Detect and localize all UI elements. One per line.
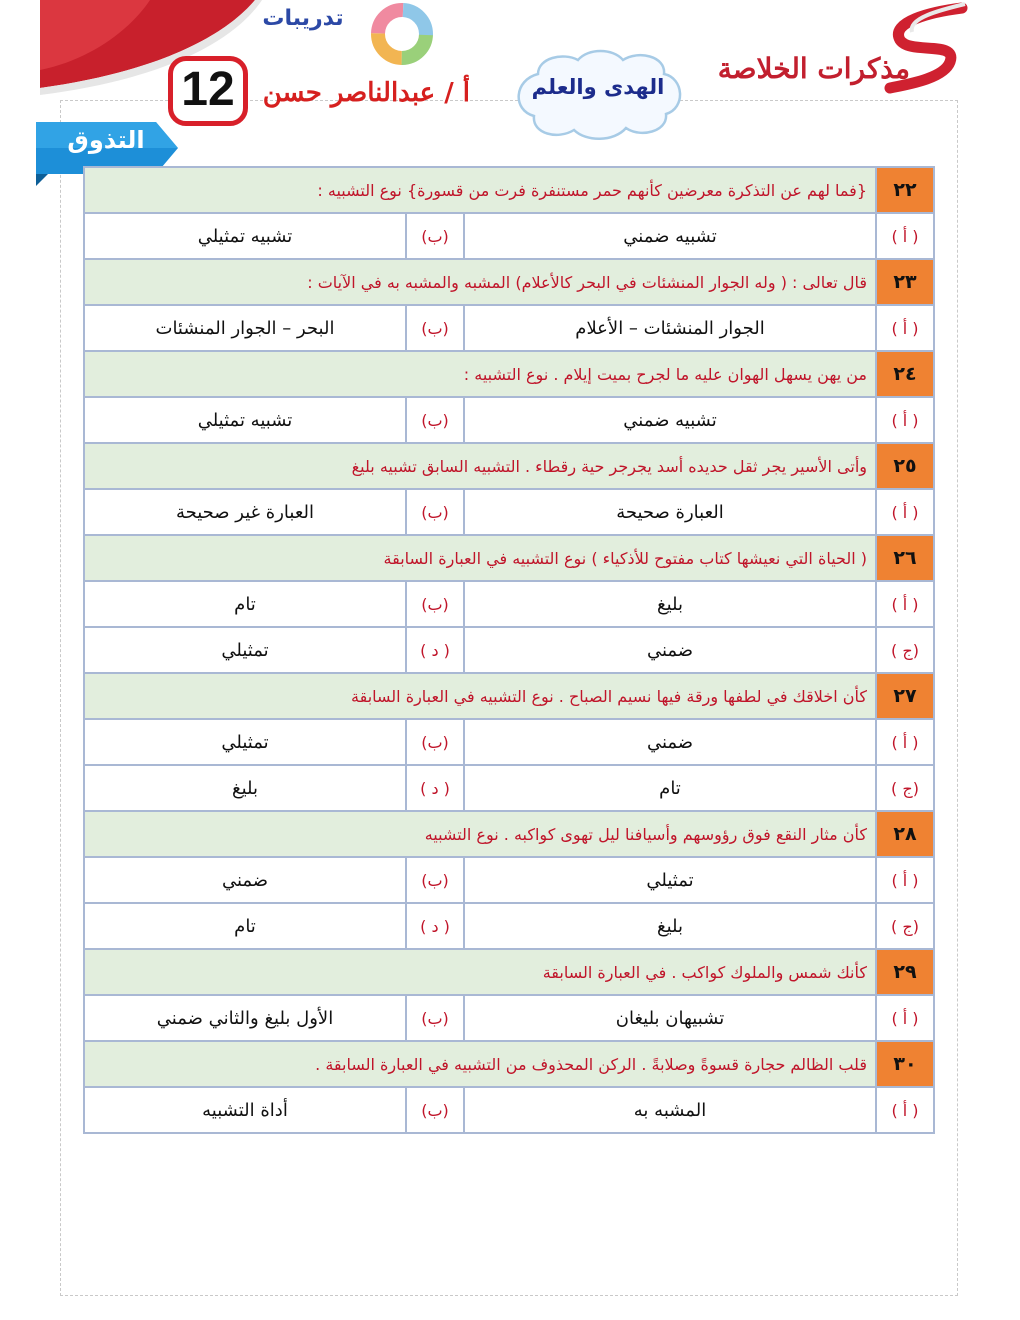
unit-number-badge: 12 xyxy=(168,56,248,126)
level-label: التذوق xyxy=(67,126,145,154)
question-number: ٢٨ xyxy=(876,811,934,857)
question-text: قال تعالى : ( وله الجوار المنشئات في البحر كالأعلام) المشبه والمشبه به في الآيات : xyxy=(84,259,876,305)
question-text: كأنك شمس والملوك كواكب . في العبارة السابقة xyxy=(84,949,876,995)
option-text: العبارة غير صحيحة xyxy=(84,489,406,535)
question-number: ٢٧ xyxy=(876,673,934,719)
question-row xyxy=(84,949,934,995)
option-letter: ( أ ) xyxy=(876,719,934,765)
question-row xyxy=(84,443,934,489)
option-letter: (ج ) xyxy=(876,765,934,811)
options-row xyxy=(84,489,934,535)
question-text: قلب الظالم حجارة قسوةً وصلابةً . الركن المحذوف من التشبيه في العبارة السابقة . xyxy=(84,1041,876,1087)
options-row xyxy=(84,397,934,443)
option-text: تشبيه ضمني xyxy=(464,213,876,259)
question-text: ( الحياة التي نعيشها كتاب مفتوح للأذكياء ) نوع التشبيه في العبارة السابقة xyxy=(84,535,876,581)
option-letter: ( د ) xyxy=(406,765,464,811)
option-letter: ( أ ) xyxy=(876,581,934,627)
options-row xyxy=(84,213,934,259)
question-row xyxy=(84,351,934,397)
option-text: بليغ xyxy=(84,765,406,811)
option-text: العبارة صحيحة xyxy=(464,489,876,535)
question-row xyxy=(84,167,934,213)
option-letter: ( د ) xyxy=(406,903,464,949)
option-text: بليغ xyxy=(464,903,876,949)
options-row xyxy=(84,765,934,811)
question-text: كأن مثار النقع فوق رؤوسهم وأسيافنا ليل تهوى كواكبه . نوع التشبيه xyxy=(84,811,876,857)
option-text: المشبه به xyxy=(464,1087,876,1133)
question-text: من يهن يسهل الهوان عليه ما لجرح بميت إيلام . نوع التشبيه : xyxy=(84,351,876,397)
options-row xyxy=(84,995,934,1041)
options-row xyxy=(84,305,934,351)
options-row xyxy=(84,1087,934,1133)
brand-ribbon-icon xyxy=(870,0,980,100)
option-text: الجوار المنشئات – الأعلام xyxy=(464,305,876,351)
option-text: تام xyxy=(84,581,406,627)
options-row xyxy=(84,627,934,673)
option-text: تشبيه ضمني xyxy=(464,397,876,443)
options-row xyxy=(84,719,934,765)
options-row xyxy=(84,903,934,949)
option-letter: (ب) xyxy=(406,1087,464,1133)
option-letter: ( د ) xyxy=(406,627,464,673)
option-letter: (ب) xyxy=(406,995,464,1041)
option-letter: ( أ ) xyxy=(876,397,934,443)
question-row xyxy=(84,1041,934,1087)
option-letter: (ب) xyxy=(406,397,464,443)
question-text: كأن اخلاقك في لطفها ورقة فيها نسيم الصباح . نوع التشبيه في العبارة السابقة xyxy=(84,673,876,719)
option-letter: (ج ) xyxy=(876,627,934,673)
option-text: الأول بليغ والثاني ضمني xyxy=(84,995,406,1041)
question-row xyxy=(84,811,934,857)
options-row xyxy=(84,857,934,903)
option-letter: ( أ ) xyxy=(876,489,934,535)
question-number: ٢٤ xyxy=(876,351,934,397)
question-number: ٢٥ xyxy=(876,443,934,489)
option-text: تشبيه تمثيلي xyxy=(84,397,406,443)
question-row xyxy=(84,673,934,719)
option-text: تمثيلي xyxy=(84,627,406,673)
questions-table xyxy=(83,166,935,1134)
question-row xyxy=(84,535,934,581)
option-text: تام xyxy=(84,903,406,949)
question-number: ٢٢ xyxy=(876,167,934,213)
questions-body xyxy=(84,167,934,1133)
question-row xyxy=(84,259,934,305)
option-text: تمثيلي xyxy=(464,857,876,903)
option-letter: (ب) xyxy=(406,719,464,765)
option-text: بليغ xyxy=(464,581,876,627)
option-letter: (ب) xyxy=(406,857,464,903)
option-text: تمثيلي xyxy=(84,719,406,765)
lesson-title: الهدى والعلم xyxy=(531,75,665,99)
teacher-name: أ / عبدالناصر حسن xyxy=(262,78,470,108)
option-letter: ( أ ) xyxy=(876,995,934,1041)
option-text: ضمني xyxy=(464,627,876,673)
option-letter: ( أ ) xyxy=(876,305,934,351)
option-letter: (ج ) xyxy=(876,903,934,949)
option-text: ضمني xyxy=(464,719,876,765)
option-text: ضمني xyxy=(84,857,406,903)
option-letter: ( أ ) xyxy=(876,1087,934,1133)
option-letter: (ب) xyxy=(406,305,464,351)
option-text: تشبيهان بليغان xyxy=(464,995,876,1041)
question-number: ٣٠ xyxy=(876,1041,934,1087)
option-letter: (ب) xyxy=(406,581,464,627)
options-row xyxy=(84,581,934,627)
question-number: ٢٦ xyxy=(876,535,934,581)
question-number: ٢٣ xyxy=(876,259,934,305)
question-text: وأتى الأسير يجر ثقل حديده أسد يجرجر حية رقطاء . التشبيه السابق تشبيه بليغ xyxy=(84,443,876,489)
option-text: تشبيه تمثيلي xyxy=(84,213,406,259)
section-label: تدريبات xyxy=(262,6,344,31)
option-letter: ( أ ) xyxy=(876,213,934,259)
option-text: البحر – الجوار المنشئات xyxy=(84,305,406,351)
option-letter: ( أ ) xyxy=(876,857,934,903)
option-text: تام xyxy=(464,765,876,811)
option-letter: (ب) xyxy=(406,213,464,259)
option-text: أداة التشبيه xyxy=(84,1087,406,1133)
option-letter: (ب) xyxy=(406,489,464,535)
circular-arrows-logo-icon xyxy=(356,0,448,68)
question-number: ٢٩ xyxy=(876,949,934,995)
question-text: {فما لهم عن التذكرة معرضين كأنهم حمر مستنفرة فرت من قسورة} نوع التشبيه : xyxy=(84,167,876,213)
brand-title: مذكرات الخلاصة xyxy=(717,52,910,85)
